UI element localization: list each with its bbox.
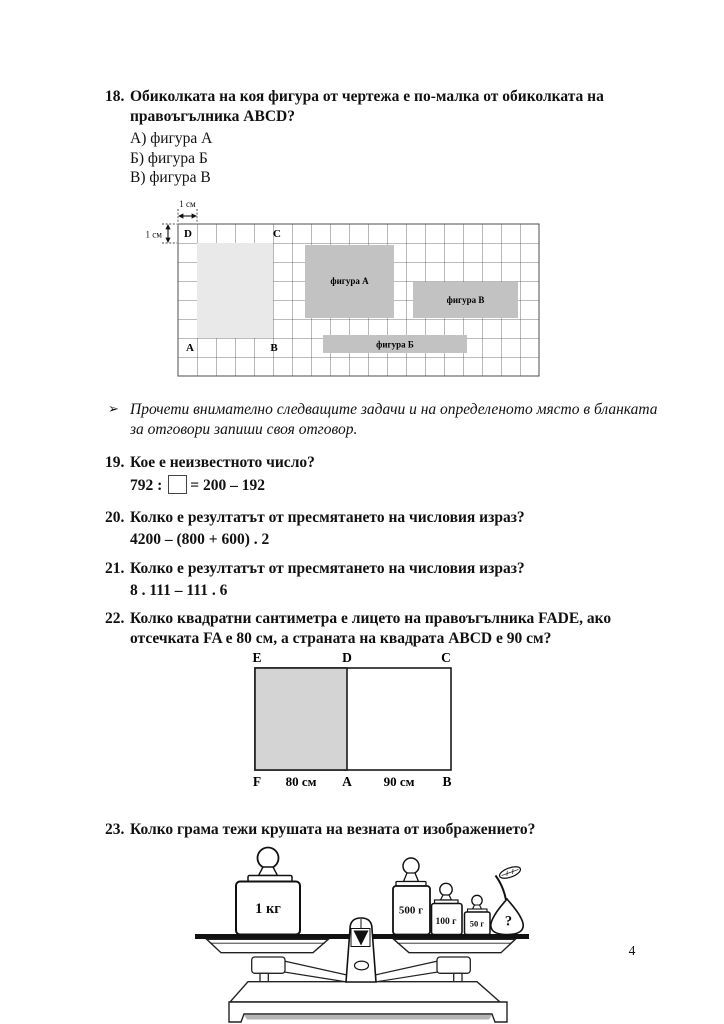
label-c: C [441,650,451,665]
answer-box [168,475,187,494]
left-pan [207,939,329,952]
weight-50g-label: 50 г [469,918,485,929]
one-cm-top-label: 1 см [179,199,196,209]
instruction-line1: Прочети внимателно следващите задачи и на определеното място в бланката [130,401,658,418]
question-text: Колко е резултатът от пресмятането на числовия израз? [130,560,525,577]
pear-leaf [498,864,522,880]
squared-grid [178,224,539,376]
question-22 [105,609,611,648]
label-b: B [442,774,452,789]
rectangle-abcd [197,243,273,338]
pear [491,864,523,934]
question-text: Колко е резултатът от пресмятането на числовия израз? [130,509,525,526]
label-f: F [252,774,262,789]
question-number: 23. [105,821,125,838]
balance-scale-illustration [180,845,540,1024]
figure-b-label: фигура Б [376,339,414,350]
q18-grid-diagram [140,196,540,385]
left-link-bar [284,961,347,982]
rectangle-fade-shaded [255,668,347,770]
weight-1kg [236,848,300,935]
question-number: 18. [105,88,125,105]
pear-question-mark: ? [504,913,513,930]
question-number: 19. [105,454,125,471]
option-v: В) фигура В [130,169,211,187]
base-upper [230,982,500,1002]
base-shadow [244,1015,492,1020]
figure-v-label: фигура В [446,295,485,305]
q22-rectangle-diagram [240,648,470,798]
weight-100g [432,883,463,934]
question-number: 22. [105,610,125,627]
label-d: D [342,650,352,665]
right-pan-support [437,957,470,983]
instruction-note [108,400,658,439]
weight-500g-label: 500 г [398,904,424,917]
right-link-bar [375,961,438,982]
weight-500g [393,858,430,935]
expression-21: 8 . 111 – 111 . 6 [130,581,228,599]
question-23 [105,820,535,840]
equation-right: = 200 – 192 [190,476,266,494]
grid-label-b: B [270,342,278,354]
question-text: Колко грама тежи крушата на везната от изображението? [130,821,536,838]
one-cm-left-indicator [146,224,177,243]
one-cm-left-label: 1 см [145,229,162,240]
question-text-line1: Колко квадратни сантиметра е лицето на правоъгълника FADE, ако [130,610,612,627]
arrow-bullet-icon: ➢ [108,402,119,417]
option-a: А) фигура А [130,130,213,147]
equation-19 [130,475,315,496]
question-20 [105,508,525,549]
question-text-line1: Обиколката на коя фигура от чертежа е по-малка от обиколката на [130,88,604,105]
equation-left: 792 : [130,476,163,494]
option-b: Б) фигура Б [130,149,208,167]
figure-a-label: фигура А [330,276,369,286]
label-a: A [342,774,352,789]
right-pan [394,939,516,952]
weight-50g [465,895,491,934]
expression-20: 4200 – (800 + 600) . 2 [130,530,270,548]
question-19 [105,453,315,495]
question-text: Кое е неизвестното число? [130,454,315,471]
pillar [346,918,376,982]
left-pan-support [252,957,285,983]
grid-label-a: A [186,342,194,354]
question-18 [105,87,604,188]
pear-stem [496,876,507,901]
weight-100g-label: 100 г [435,917,457,927]
page-number: 4 [628,943,636,958]
grid-label-c: C [273,228,281,240]
dimension-90cm: 90 см [383,774,415,789]
weight-1kg-label: 1 кг [255,901,281,917]
question-number: 20. [105,509,125,526]
dimension-80cm: 80 см [285,774,317,789]
question-text-line2: правоъгълника ABCD? [130,107,295,125]
question-21 [105,559,525,600]
grid-label-d: D [184,228,192,240]
instruction-line2: за отговори запиши своя отговор. [130,420,358,438]
question-text-line2: отсечката FA е 80 см, а страната на квадрата ABCD е 90 см? [130,629,552,647]
question-number: 21. [105,560,125,577]
one-cm-top-indicator [178,199,197,223]
label-e: E [252,650,262,665]
